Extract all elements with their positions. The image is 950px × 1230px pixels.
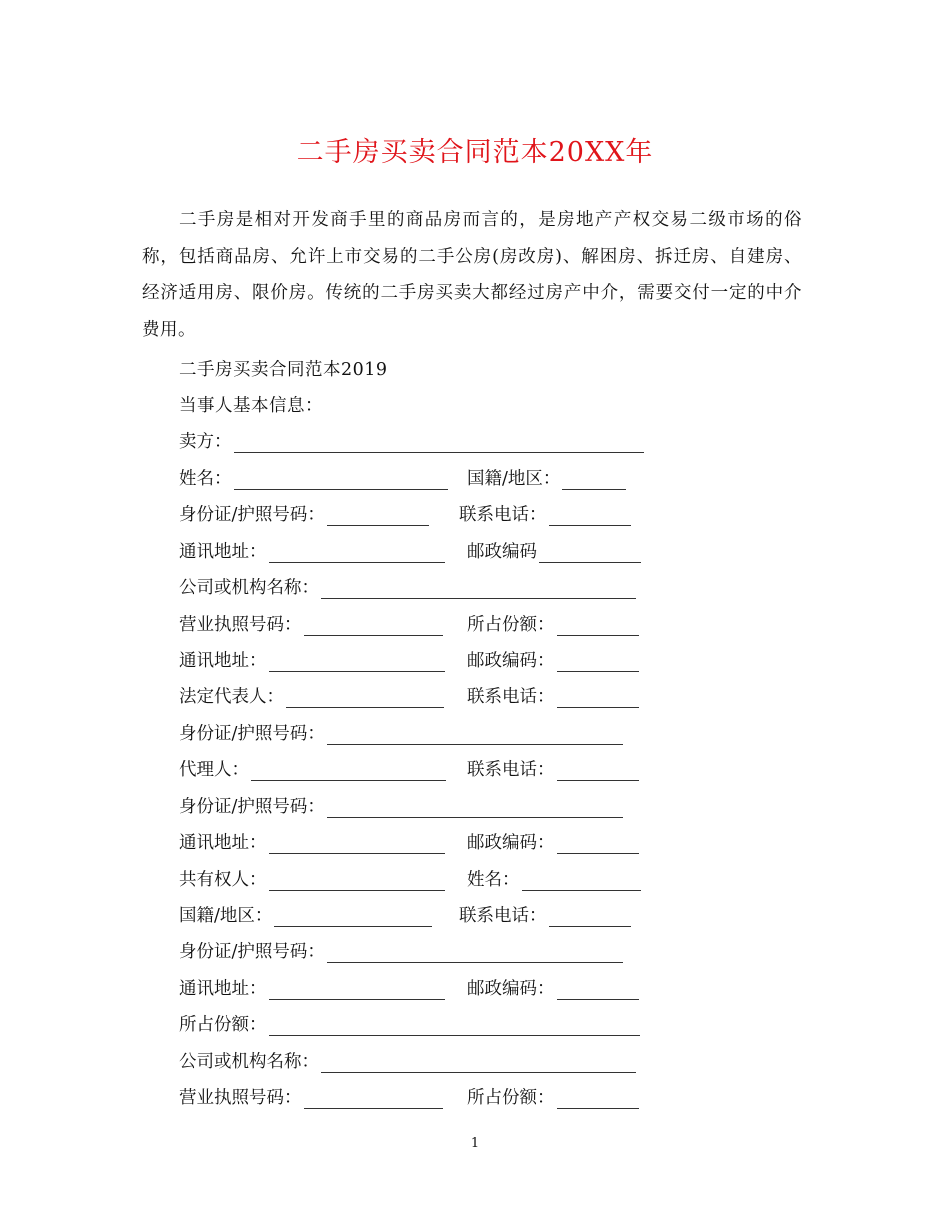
nationality-field bbox=[467, 465, 626, 490]
id-field bbox=[179, 501, 429, 526]
field-label: 姓名： bbox=[467, 870, 520, 890]
phone-field bbox=[459, 501, 631, 526]
name-field bbox=[467, 866, 641, 891]
seller-field bbox=[179, 428, 644, 453]
agent-blank[interactable] bbox=[251, 762, 446, 781]
share-field bbox=[467, 1084, 639, 1109]
postcode-blank[interactable] bbox=[557, 835, 639, 854]
field-label: 邮政编码： bbox=[467, 833, 555, 853]
field-label: 国籍/地区： bbox=[467, 469, 561, 489]
share-blank[interactable] bbox=[557, 617, 639, 636]
field-label: 公司或机构名称： bbox=[179, 578, 319, 598]
page-number: 1 bbox=[470, 1136, 480, 1151]
field-label: 联系电话： bbox=[459, 906, 547, 926]
field-label: 身份证/护照号码： bbox=[179, 942, 325, 962]
id-field bbox=[179, 938, 623, 963]
name-blank[interactable] bbox=[522, 872, 641, 891]
phone-blank[interactable] bbox=[549, 908, 631, 927]
field-label: 身份证/护照号码： bbox=[179, 797, 325, 817]
share-blank[interactable] bbox=[557, 1090, 639, 1109]
id-blank[interactable] bbox=[327, 507, 429, 526]
address-blank[interactable] bbox=[269, 544, 445, 563]
co-owner-blank[interactable] bbox=[269, 872, 445, 891]
contract-subtitle: 二手房买卖合同范本2019 bbox=[179, 360, 388, 380]
name-blank[interactable] bbox=[234, 471, 448, 490]
field-label: 共有权人： bbox=[179, 870, 267, 890]
field-label: 公司或机构名称： bbox=[179, 1052, 319, 1072]
field-label: 身份证/护照号码： bbox=[179, 724, 325, 744]
share-blank[interactable] bbox=[269, 1017, 640, 1036]
id-blank[interactable] bbox=[327, 726, 623, 745]
legal-rep-field bbox=[179, 683, 444, 708]
address-field bbox=[179, 538, 445, 563]
phone-field bbox=[467, 756, 639, 781]
id-blank[interactable] bbox=[327, 944, 623, 963]
field-label: 通讯地址： bbox=[179, 542, 267, 562]
name-field bbox=[179, 465, 448, 490]
address-blank[interactable] bbox=[269, 835, 445, 854]
postcode-field bbox=[467, 538, 641, 563]
company-blank[interactable] bbox=[321, 580, 636, 599]
address-field bbox=[179, 647, 445, 672]
postcode-blank[interactable] bbox=[539, 544, 641, 563]
field-label: 营业执照号码： bbox=[179, 1088, 302, 1108]
section-heading: 当事人基本信息： bbox=[179, 396, 323, 416]
legal-rep-blank[interactable] bbox=[286, 689, 444, 708]
field-label: 通讯地址： bbox=[179, 651, 267, 671]
field-label: 联系电话： bbox=[467, 687, 555, 707]
license-field bbox=[179, 1084, 443, 1109]
field-label: 所占份额： bbox=[179, 1015, 267, 1035]
field-label: 卖方： bbox=[179, 432, 232, 452]
license-field bbox=[179, 611, 443, 636]
nationality-blank[interactable] bbox=[274, 908, 432, 927]
id-field bbox=[179, 720, 623, 745]
field-label: 联系电话： bbox=[459, 505, 547, 525]
postcode-field bbox=[467, 975, 639, 1000]
field-label: 联系电话： bbox=[467, 760, 555, 780]
co-owner-field bbox=[179, 866, 445, 891]
postcode-field bbox=[467, 647, 639, 672]
agent-field bbox=[179, 756, 446, 781]
phone-field bbox=[467, 683, 639, 708]
phone-blank[interactable] bbox=[549, 507, 631, 526]
company-field bbox=[179, 574, 636, 599]
intro-paragraph: 二手房是相对开发商手里的商品房而言的，是房地产产权交易二级市场的俗称，包括商品房、允许上市交易的二手公房(房改房)、解困房、拆迁房、自建房、经济适用房、限价房。传统的二手房买卖大都经过房产中介，需要交付一定的中介费用。 bbox=[142, 210, 802, 340]
company-field bbox=[179, 1048, 636, 1073]
license-blank[interactable] bbox=[304, 617, 443, 636]
share-field bbox=[467, 611, 639, 636]
field-label: 邮政编码： bbox=[467, 979, 555, 999]
phone-blank[interactable] bbox=[557, 689, 639, 708]
address-field bbox=[179, 829, 445, 854]
field-label: 通讯地址： bbox=[179, 979, 267, 999]
field-label: 身份证/护照号码： bbox=[179, 505, 325, 525]
postcode-field bbox=[467, 829, 639, 854]
license-blank[interactable] bbox=[304, 1090, 443, 1109]
field-label: 法定代表人： bbox=[179, 687, 284, 707]
address-blank[interactable] bbox=[269, 981, 445, 1000]
nationality-blank[interactable] bbox=[562, 471, 626, 490]
field-label: 所占份额： bbox=[467, 1088, 555, 1108]
document-title: 二手房买卖合同范本20XX年 bbox=[296, 137, 654, 168]
nationality-field bbox=[179, 902, 432, 927]
field-label: 邮政编码： bbox=[467, 651, 555, 671]
postcode-blank[interactable] bbox=[557, 981, 639, 1000]
field-label: 邮政编码 bbox=[467, 542, 537, 562]
address-field bbox=[179, 975, 445, 1000]
phone-field bbox=[459, 902, 631, 927]
phone-blank[interactable] bbox=[557, 762, 639, 781]
id-blank[interactable] bbox=[327, 799, 623, 818]
share-field bbox=[179, 1011, 640, 1036]
postcode-blank[interactable] bbox=[557, 653, 639, 672]
id-field bbox=[179, 793, 623, 818]
seller-blank[interactable] bbox=[234, 434, 644, 453]
field-label: 所占份额： bbox=[467, 615, 555, 635]
field-label: 营业执照号码： bbox=[179, 615, 302, 635]
field-label: 通讯地址： bbox=[179, 833, 267, 853]
field-label: 国籍/地区： bbox=[179, 906, 273, 926]
address-blank[interactable] bbox=[269, 653, 445, 672]
company-blank[interactable] bbox=[321, 1054, 636, 1073]
field-label: 代理人： bbox=[179, 760, 249, 780]
field-label: 姓名： bbox=[179, 469, 232, 489]
